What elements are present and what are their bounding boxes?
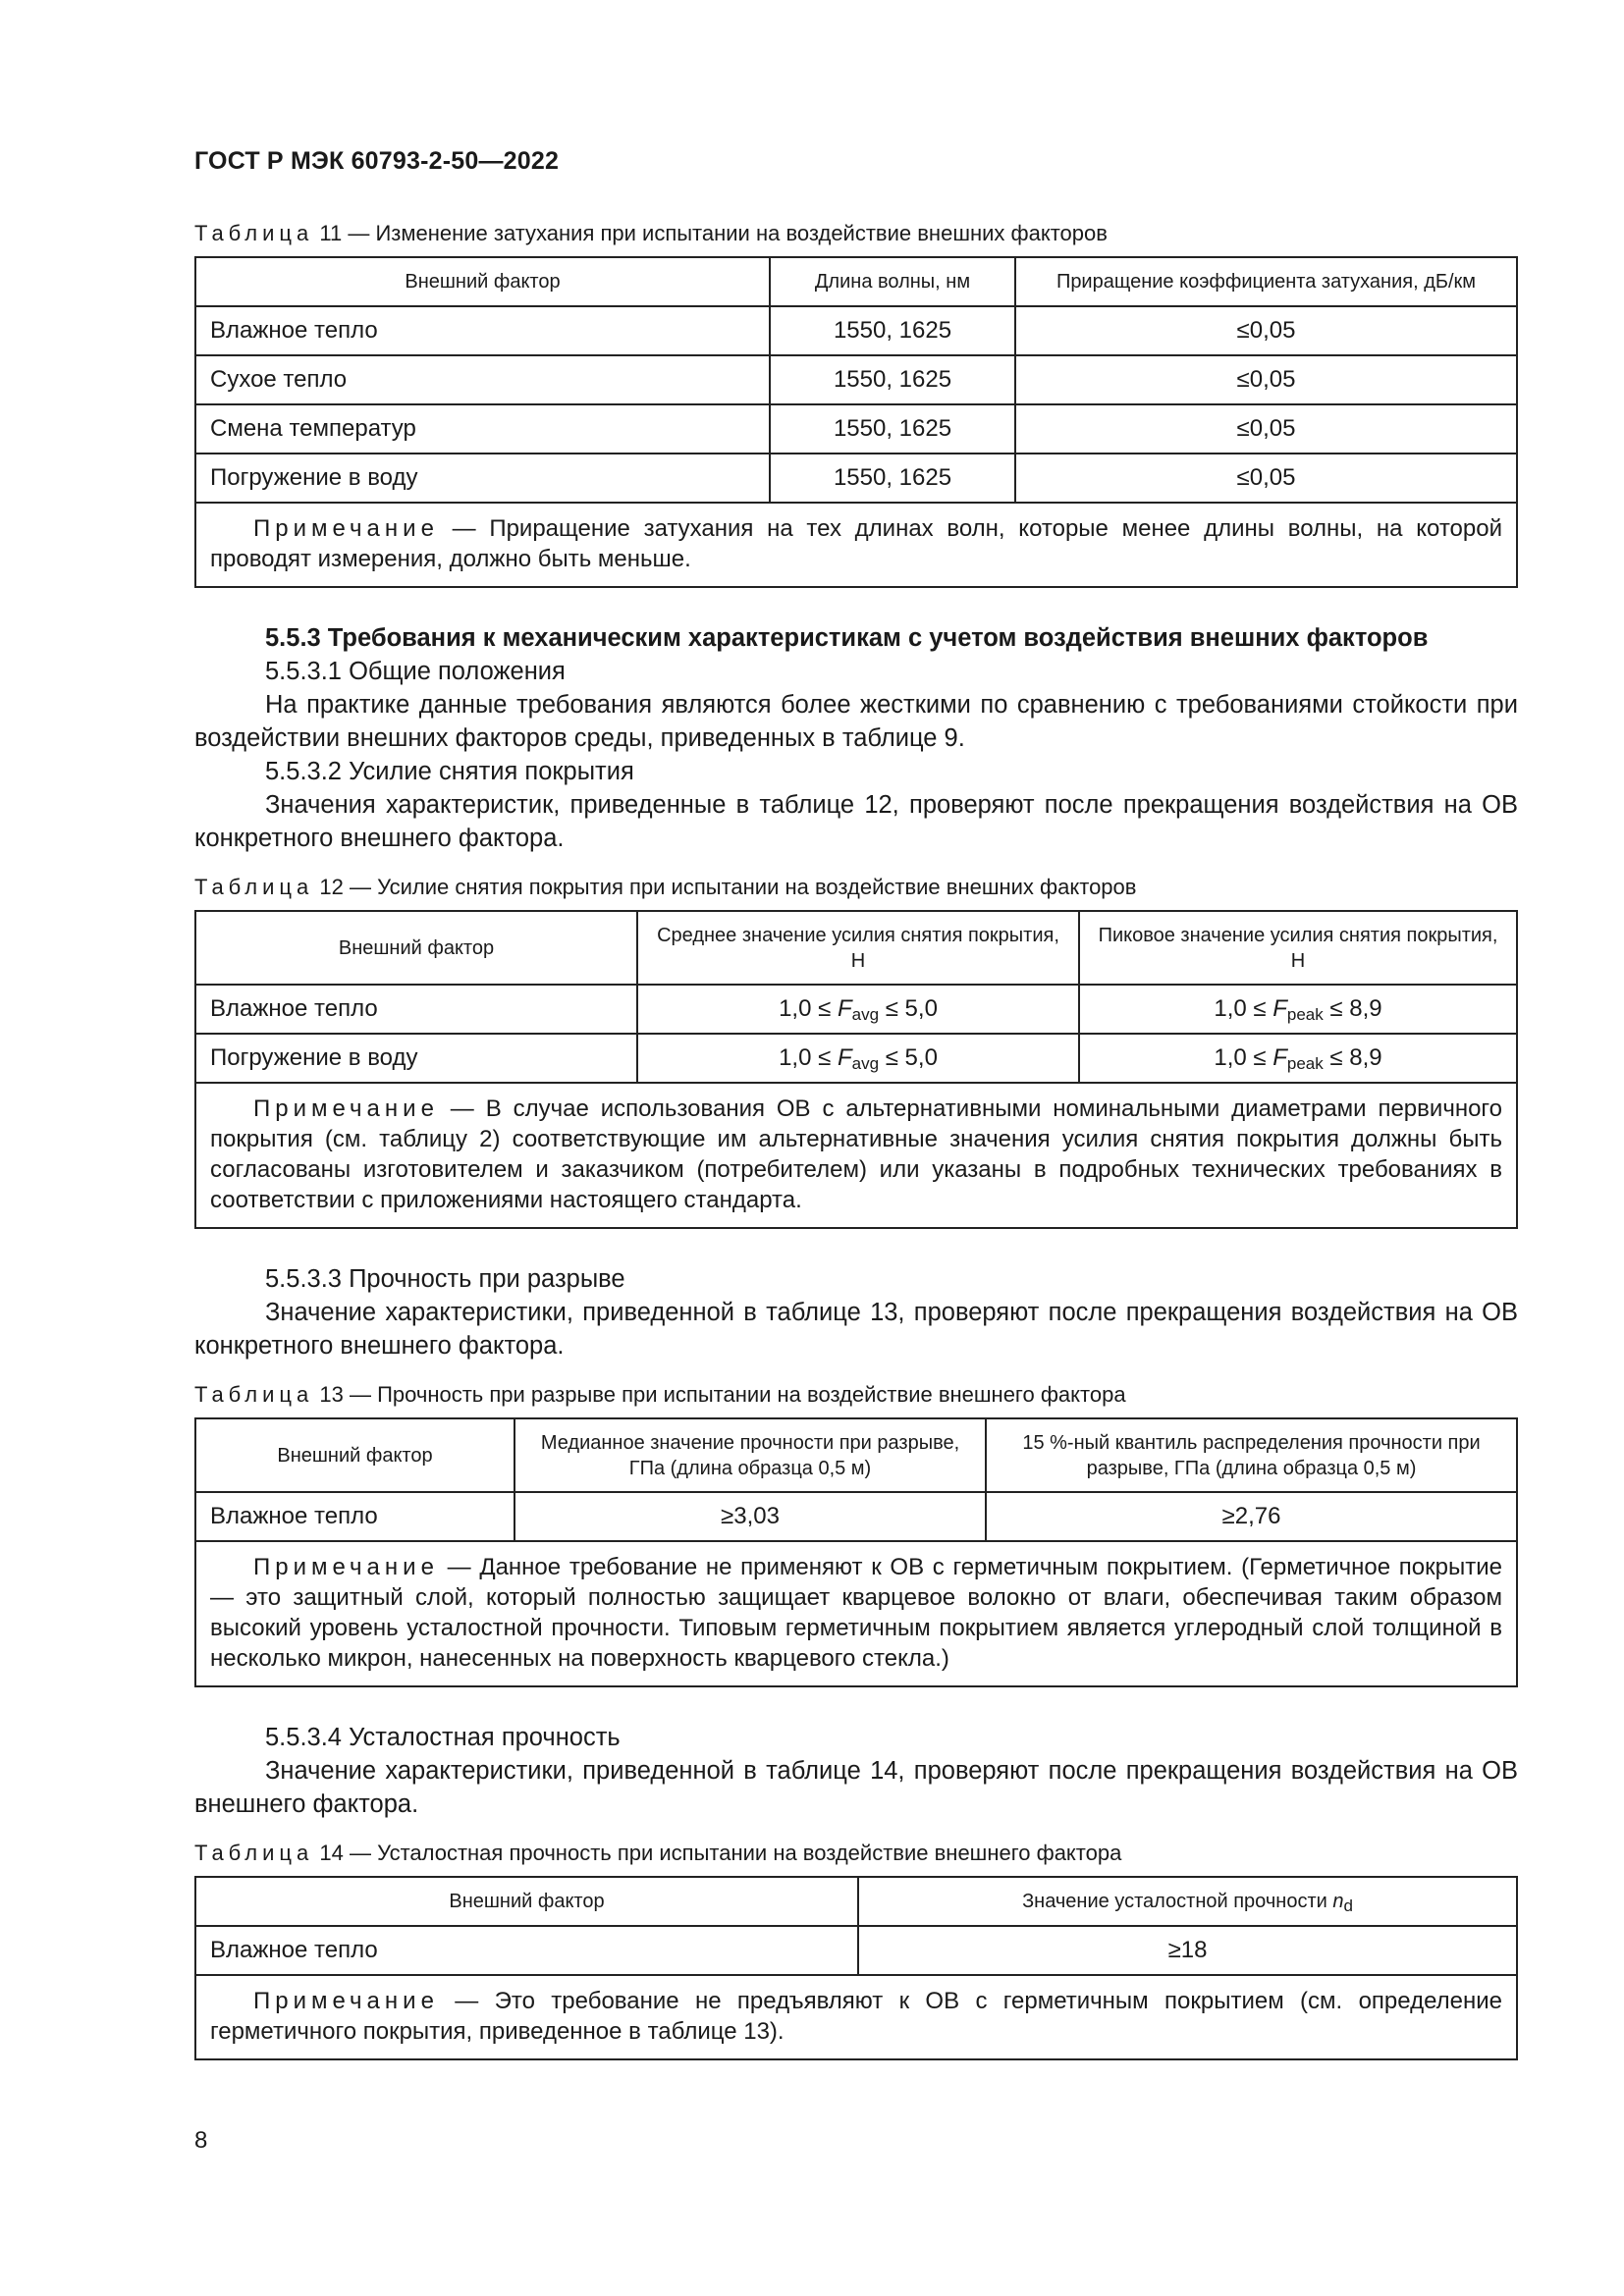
table-11-header-factor: Внешний фактор xyxy=(195,257,770,306)
table-cell: 1550, 1625 xyxy=(770,306,1015,355)
formula-variable: n xyxy=(1332,1891,1344,1912)
formula-part: 1,0 ≤ xyxy=(1214,995,1273,1022)
section-5-5-3-3-title: 5.5.3.3 Прочность при разрыве xyxy=(265,1265,625,1293)
table-13-header-factor: Внешний фактор xyxy=(195,1418,514,1492)
table-14-header-factor: Внешний фактор xyxy=(195,1877,858,1926)
table-11-header-row xyxy=(195,257,1517,306)
table-cell xyxy=(637,1034,1079,1083)
formula-part: 1,0 ≤ xyxy=(779,1044,838,1071)
table-13-caption-prefix: Таблица xyxy=(194,1382,314,1407)
table-cell: Погружение в воду xyxy=(195,454,770,503)
table-12-caption-text: 12 — Усилие снятия покрытия при испытании на воздействие внешних факторов xyxy=(313,875,1137,899)
table-14-header-fatigue xyxy=(858,1877,1517,1926)
table-11-caption-text: 11 — Изменение затухания при испытании на воздействие внешних факторов xyxy=(313,221,1108,245)
formula-subscript: avg xyxy=(851,1054,880,1073)
table-14-caption-prefix: Таблица xyxy=(194,1841,314,1865)
section-5-5-3-2-title: 5.5.3.2 Усилие снятия покрытия xyxy=(265,758,634,785)
table-cell: 1550, 1625 xyxy=(770,454,1015,503)
table-row xyxy=(195,454,1517,503)
table-14-caption-text: 14 — Усталостная прочность при испытании на воздействие внешнего фактора xyxy=(313,1841,1122,1865)
table-12-header-factor: Внешний фактор xyxy=(195,911,637,985)
table-note-row xyxy=(195,1541,1517,1686)
table-note-row xyxy=(195,1083,1517,1228)
section-5-5-3-title: 5.5.3 Требования к механическим характеристикам с учетом воздействия внешних факторов xyxy=(265,624,1429,652)
note-text: — Это требование не предъявляют к ОВ с герметичным покрытием (см. определение герметичного покрытия, приведенное в таблице 13). xyxy=(210,1988,1502,2045)
note-label: Примечание xyxy=(253,1095,439,1122)
table-cell: ≥18 xyxy=(858,1926,1517,1975)
table-13 xyxy=(194,1417,1518,1687)
note-text: — В случае использования ОВ с альтернативными номинальными диаметрами первичного покрытия (см. таблицу 2) соответствующие им альтернативные значения усилия снятия покрытия должны быть согласованы изготовителем и заказчиком (потребителем) или указаны в подробных технических требованиях в соответствии с приложениями настоящего стандарта. xyxy=(210,1095,1502,1213)
table-cell: Влажное тепло xyxy=(195,985,637,1034)
table-11-caption-prefix: Таблица xyxy=(194,221,314,245)
table-12-caption-prefix: Таблица xyxy=(194,875,314,899)
formula-subscript: d xyxy=(1343,1896,1353,1915)
table-12 xyxy=(194,910,1518,1229)
table-12-header-peak: Пиковое значение усилия снятия покрытия, Н xyxy=(1079,911,1517,985)
table-11-header-wavelength: Длина волны, нм xyxy=(770,257,1015,306)
table-cell: ≥3,03 xyxy=(514,1492,986,1541)
table-cell: ≤0,05 xyxy=(1015,404,1517,454)
table-row xyxy=(195,1926,1517,1975)
formula-part: ≤ 8,9 xyxy=(1323,995,1382,1022)
table-13-header-quantile: 15 %-ный квантиль распределения прочности при разрыве, ГПа (длина образца 0,5 м) xyxy=(986,1418,1517,1492)
note-text: — Приращение затухания на тех длинах волн, которые менее длины волны, на которой проводят измерения, должно быть меньше. xyxy=(210,515,1502,572)
table-11-caption xyxy=(194,221,1518,246)
table-cell xyxy=(637,985,1079,1034)
formula-variable: F xyxy=(837,995,852,1022)
note-text: — Данное требование не применяют к ОВ с герметичным покрытием. (Герметичное покрытие — это защитный слой, который полностью защищает кварцевое волокно от влаги, обеспечивая таким образом высокий уровень усталостной прочности. Типовым герметичным покрытием является углеродный слой толщиной в несколько микрон, нанесенных на поверхность кварцевого стекла.) xyxy=(210,1554,1502,1672)
table-14 xyxy=(194,1876,1518,2060)
table-13-caption xyxy=(194,1382,1518,1408)
table-cell: 1550, 1625 xyxy=(770,355,1015,404)
formula-part: ≤ 5,0 xyxy=(879,995,938,1022)
section-5-5-3-1-title: 5.5.3.1 Общие положения xyxy=(265,658,566,685)
table-11-note xyxy=(195,503,1517,587)
table-14-note xyxy=(195,1975,1517,2059)
table-row xyxy=(195,1034,1517,1083)
table-13-note xyxy=(195,1541,1517,1686)
table-13-caption-text: 13 — Прочность при разрыве при испытании на воздействие внешнего фактора xyxy=(313,1382,1126,1407)
section-5-5-3-4-text: Значение характеристики, приведенной в таблице 14, проверяют после прекращения воздействия на ОВ внешнего фактора. xyxy=(194,1757,1518,1818)
table-row xyxy=(195,1492,1517,1541)
table-cell: Влажное тепло xyxy=(195,1492,514,1541)
table-row xyxy=(195,404,1517,454)
table-row xyxy=(195,985,1517,1034)
formula-subscript: peak xyxy=(1286,1005,1324,1024)
table-cell: Смена температур xyxy=(195,404,770,454)
formula-part: 1,0 ≤ xyxy=(1214,1044,1273,1071)
table-cell xyxy=(1079,1034,1517,1083)
table-12-header-row xyxy=(195,911,1517,985)
table-12-caption xyxy=(194,875,1518,900)
table-row xyxy=(195,355,1517,404)
formula-variable: F xyxy=(1272,995,1287,1022)
table-cell xyxy=(1079,985,1517,1034)
formula-subscript: avg xyxy=(851,1005,880,1024)
table-14-header-row xyxy=(195,1877,1517,1926)
table-13-header-row xyxy=(195,1418,1517,1492)
table-note-row xyxy=(195,1975,1517,2059)
table-cell: Сухое тепло xyxy=(195,355,770,404)
formula-part: ≤ 5,0 xyxy=(879,1044,938,1071)
table-note-row xyxy=(195,503,1517,587)
formula-part: ≤ 8,9 xyxy=(1323,1044,1382,1071)
formula-subscript: peak xyxy=(1286,1054,1324,1073)
note-label: Примечание xyxy=(253,515,439,542)
header-text: Значение усталостной прочности xyxy=(1022,1891,1333,1912)
section-5-5-3-3-text: Значение характеристики, приведенной в таблице 13, проверяют после прекращения воздействия на ОВ конкретного внешнего фактора. xyxy=(194,1299,1518,1360)
table-cell: ≤0,05 xyxy=(1015,306,1517,355)
section-5-5-3-4-title: 5.5.3.4 Усталостная прочность xyxy=(265,1724,621,1751)
table-14-caption xyxy=(194,1841,1518,1866)
note-label: Примечание xyxy=(253,1988,439,2014)
table-cell: ≤0,05 xyxy=(1015,355,1517,404)
document-header: ГОСТ Р МЭК 60793-2-50—2022 xyxy=(194,147,560,175)
section-5-5-3-1-text: На практике данные требования являются более жесткими по сравнению с требованиями стойкости при воздействии внешних факторов среды, приведенных в таблице 9. xyxy=(194,691,1518,752)
page-number: 8 xyxy=(194,2127,208,2154)
table-cell: 1550, 1625 xyxy=(770,404,1015,454)
section-5-5-3-2-text: Значения характеристик, приведенные в таблице 12, проверяют после прекращения воздействия на ОВ конкретного внешнего фактора. xyxy=(194,791,1518,852)
document-page xyxy=(194,147,1518,2060)
table-cell: ≤0,05 xyxy=(1015,454,1517,503)
table-cell: Влажное тепло xyxy=(195,306,770,355)
table-11-header-attenuation: Приращение коэффициента затухания, дБ/км xyxy=(1015,257,1517,306)
formula-variable: F xyxy=(837,1044,852,1071)
formula-variable: F xyxy=(1272,1044,1287,1071)
table-cell: Влажное тепло xyxy=(195,1926,858,1975)
formula-part: 1,0 ≤ xyxy=(779,995,838,1022)
table-cell: Погружение в воду xyxy=(195,1034,637,1083)
table-12-header-avg: Среднее значение усилия снятия покрытия, Н xyxy=(637,911,1079,985)
table-11 xyxy=(194,256,1518,588)
table-12-note xyxy=(195,1083,1517,1228)
note-label: Примечание xyxy=(253,1554,439,1580)
table-13-header-median: Медианное значение прочности при разрыве, ГПа (длина образца 0,5 м) xyxy=(514,1418,986,1492)
table-cell: ≥2,76 xyxy=(986,1492,1517,1541)
table-row xyxy=(195,306,1517,355)
